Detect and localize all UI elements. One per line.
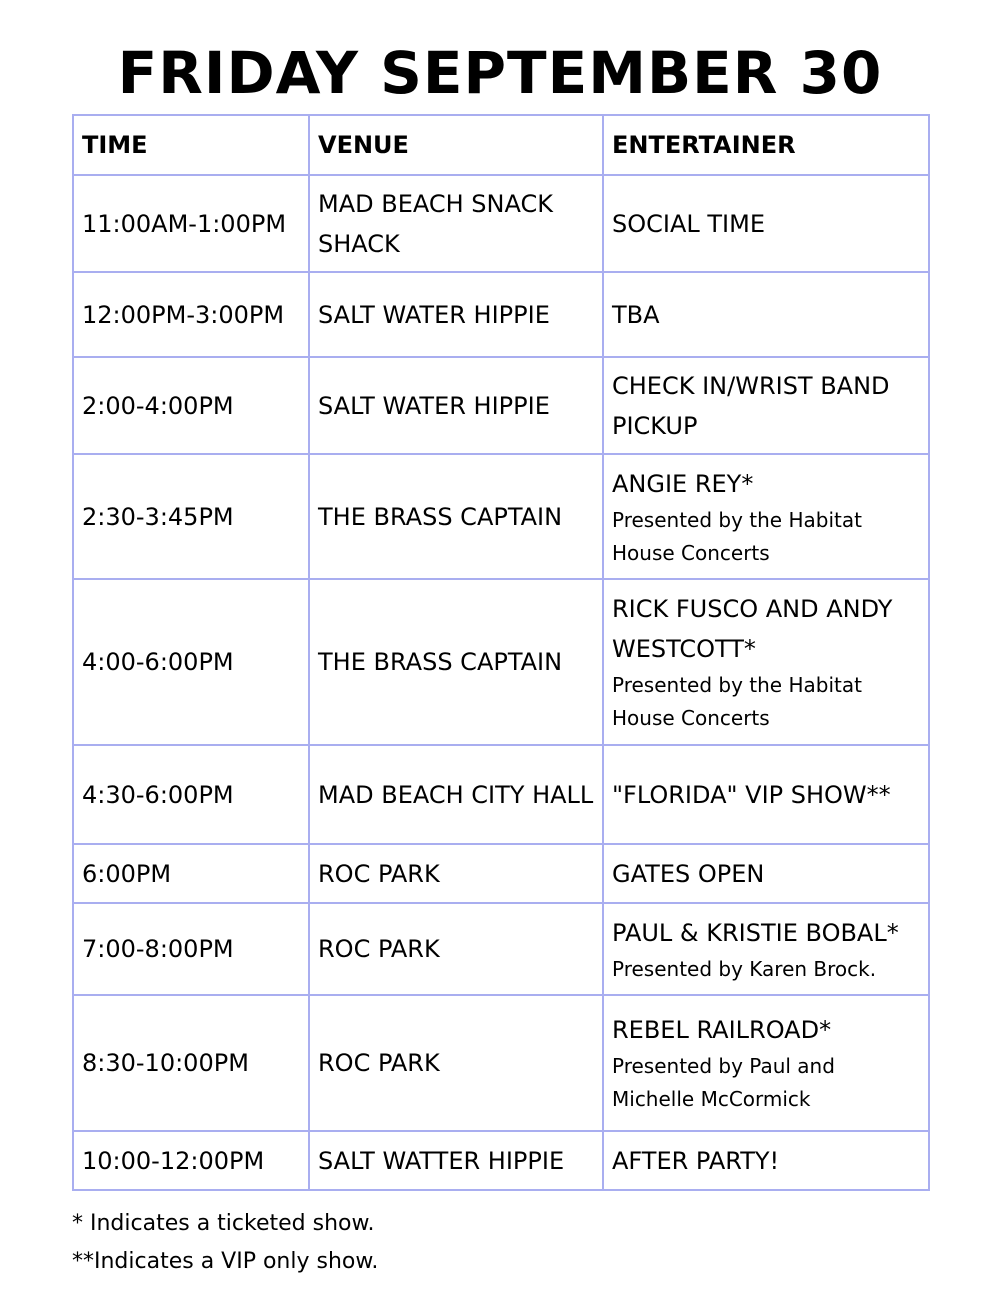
entertainer-cell xyxy=(603,903,929,995)
venue-cell: THE BRASS CAPTAIN xyxy=(309,454,603,579)
venue-cell: SALT WATTER HIPPIE xyxy=(309,1131,603,1190)
entertainer-name: "FLORIDA" VIP SHOW** xyxy=(612,780,891,809)
time-cell: 7:00-8:00PM xyxy=(73,903,309,995)
entertainer-name: PAUL & KRISTIE BOBAL* xyxy=(612,918,899,947)
table-row xyxy=(73,844,929,903)
entertainer-cell xyxy=(603,579,929,745)
time-cell: 2:00-4:00PM xyxy=(73,357,309,454)
entertainer-name: CHECK IN/WRIST BAND PICKUP xyxy=(612,371,890,440)
footnote-ticketed: * Indicates a ticketed show. xyxy=(72,1211,375,1236)
time-cell: 10:00-12:00PM xyxy=(73,1131,309,1190)
time-cell: 2:30-3:45PM xyxy=(73,454,309,579)
time-cell: 8:30-10:00PM xyxy=(73,995,309,1131)
venue-cell: ROC PARK xyxy=(309,995,603,1131)
venue-cell: SALT WATER HIPPIE xyxy=(309,272,603,357)
table-row xyxy=(73,454,929,579)
schedule-table xyxy=(72,114,930,1191)
header-entertainer: ENTERTAINER xyxy=(603,115,929,175)
presenter-note: Presented by the Habitat House Concerts xyxy=(612,507,862,565)
entertainer-cell xyxy=(603,995,929,1131)
time-cell: 4:30-6:00PM xyxy=(73,745,309,844)
header-venue: VENUE xyxy=(309,115,603,175)
entertainer-name: GATES OPEN xyxy=(612,859,765,888)
footnote-vip: **Indicates a VIP only show. xyxy=(72,1249,379,1274)
entertainer-name: SOCIAL TIME xyxy=(612,209,765,238)
presenter-note: Presented by Paul and Michelle McCormick xyxy=(612,1054,835,1111)
time-cell: 11:00AM-1:00PM xyxy=(73,175,309,272)
table-row xyxy=(73,1131,929,1190)
entertainer-name: RICK FUSCO AND ANDY WESTCOTT* xyxy=(612,595,893,663)
venue-cell: SALT WATER HIPPIE xyxy=(309,357,603,454)
venue-cell: ROC PARK xyxy=(309,844,603,903)
table-row xyxy=(73,357,929,454)
entertainer-cell xyxy=(603,844,929,903)
entertainer-cell xyxy=(603,454,929,579)
table-row xyxy=(73,272,929,357)
entertainer-cell xyxy=(603,175,929,272)
entertainer-cell xyxy=(603,272,929,357)
time-cell: 12:00PM-3:00PM xyxy=(73,272,309,357)
entertainer-name: AFTER PARTY! xyxy=(612,1146,780,1175)
entertainer-cell xyxy=(603,357,929,454)
entertainer-name: ANGIE REY* xyxy=(612,469,754,498)
table-row xyxy=(73,903,929,995)
time-cell: 4:00-6:00PM xyxy=(73,579,309,745)
entertainer-name: TBA xyxy=(612,300,660,329)
presenter-note: Presented by Karen Brock. xyxy=(612,956,877,981)
table-row xyxy=(73,579,929,745)
entertainer-cell xyxy=(603,1131,929,1190)
header-time: TIME xyxy=(73,115,309,175)
time-cell: 6:00PM xyxy=(73,844,309,903)
entertainer-name: REBEL RAILROAD* xyxy=(612,1016,832,1044)
table-row xyxy=(73,995,929,1131)
entertainer-cell xyxy=(603,745,929,844)
venue-cell: THE BRASS CAPTAIN xyxy=(309,579,603,745)
venue-cell: MAD BEACH SNACK SHACK xyxy=(309,175,603,272)
venue-cell: ROC PARK xyxy=(309,903,603,995)
page-title: FRIDAY SEPTEMBER 30 xyxy=(117,39,883,107)
table-header-row xyxy=(73,115,929,175)
footnotes xyxy=(72,1205,378,1281)
presenter-note: Presented by the Habitat House Concerts xyxy=(612,673,862,730)
venue-cell: MAD BEACH CITY HALL xyxy=(309,745,603,844)
table-row xyxy=(73,175,929,272)
table-row xyxy=(73,745,929,844)
